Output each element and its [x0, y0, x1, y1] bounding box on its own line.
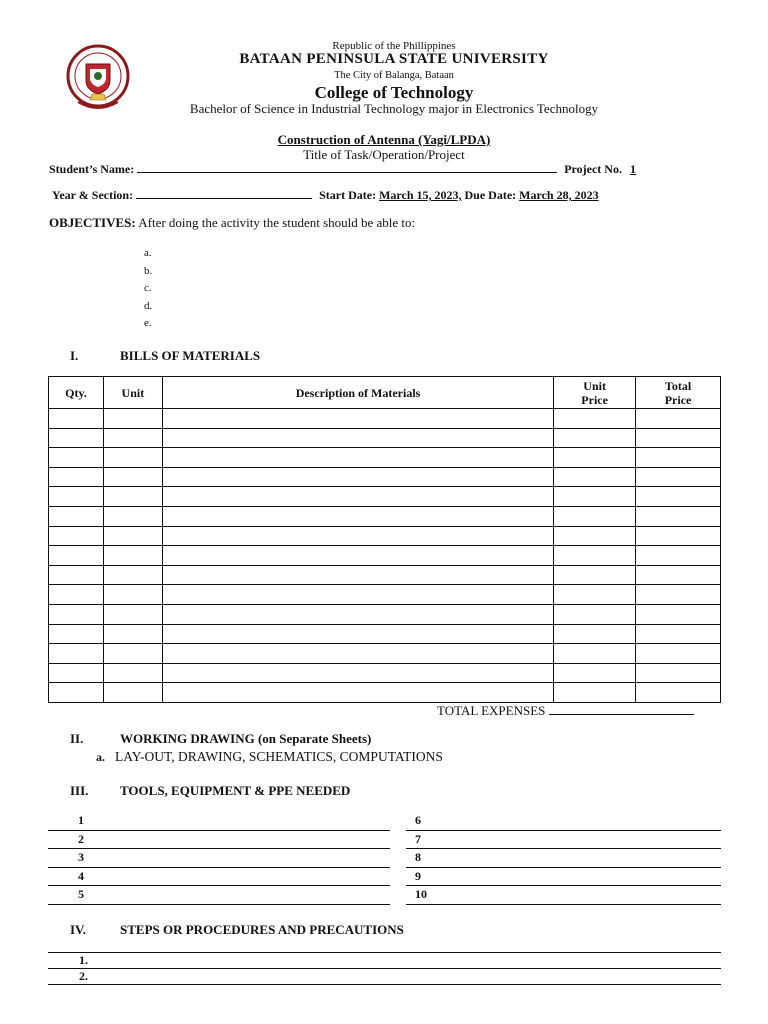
total-price-cell[interactable]	[636, 448, 721, 468]
section-title: BILLS OF MATERIALS	[120, 348, 261, 363]
total-price-cell[interactable]	[636, 644, 721, 664]
unit-price-cell[interactable]	[554, 683, 636, 703]
total-price-cell[interactable]	[636, 546, 721, 566]
description-cell[interactable]	[162, 506, 553, 526]
republic-text: Republic of the Phillippines	[332, 40, 456, 52]
unit-price-cell[interactable]	[554, 585, 636, 605]
tool-line[interactable]: 9	[406, 868, 721, 887]
unit-price-cell[interactable]	[554, 409, 636, 429]
unit-cell[interactable]	[103, 565, 162, 585]
section-number: I.	[70, 348, 79, 363]
section-title: WORKING DRAWING (on Separate Sheets)	[120, 731, 372, 746]
col-unit-price-header: Unit Price	[554, 377, 636, 409]
objective-item[interactable]: b.	[144, 264, 153, 277]
description-cell[interactable]	[162, 448, 553, 468]
tool-line[interactable]: 4	[48, 868, 390, 887]
unit-cell[interactable]	[103, 428, 162, 448]
qty-cell[interactable]	[49, 409, 104, 429]
unit-price-cell[interactable]	[554, 506, 636, 526]
description-cell[interactable]	[162, 467, 553, 487]
table-row	[49, 546, 721, 566]
tool-line[interactable]: 10	[406, 886, 721, 905]
unit-cell[interactable]	[103, 604, 162, 624]
unit-cell[interactable]	[103, 409, 162, 429]
table-row	[49, 409, 721, 429]
student-name-label: Student’s Name:	[49, 162, 135, 176]
unit-cell[interactable]	[103, 546, 162, 566]
section-title: TOOLS, EQUIPMENT & PPE NEEDED	[120, 783, 351, 798]
step-line[interactable]: 2.	[48, 969, 721, 985]
tool-line[interactable]: 5	[48, 886, 390, 905]
bom-table-body	[49, 409, 721, 703]
table-row	[49, 585, 721, 605]
objectives-line	[49, 215, 415, 231]
table-row	[49, 467, 721, 487]
unit-price-cell[interactable]	[554, 467, 636, 487]
unit-price-cell[interactable]	[554, 448, 636, 468]
objectives-list	[144, 245, 152, 333]
table-row	[49, 624, 721, 644]
tool-line[interactable]: 3	[48, 849, 390, 868]
start-date-label: Start Date:	[319, 188, 377, 202]
unit-cell[interactable]	[103, 663, 162, 683]
description-cell[interactable]	[162, 663, 553, 683]
unit-price-cell[interactable]	[554, 644, 636, 664]
col-qty-header: Qty.	[49, 377, 104, 409]
total-price-cell[interactable]	[636, 624, 721, 644]
table-row	[49, 644, 721, 664]
description-cell[interactable]	[162, 428, 553, 448]
table-header-row	[49, 377, 721, 409]
unit-cell[interactable]	[103, 506, 162, 526]
table-row	[49, 663, 721, 683]
description-cell[interactable]	[162, 585, 553, 605]
section-steps-procedures	[70, 922, 404, 938]
description-cell[interactable]	[162, 604, 553, 624]
unit-cell[interactable]	[103, 448, 162, 468]
table-row	[49, 428, 721, 448]
year-section-label: Year & Section:	[52, 188, 134, 202]
unit-cell[interactable]	[103, 487, 162, 507]
unit-price-cell[interactable]	[554, 624, 636, 644]
col-description-header: Description of Materials	[162, 377, 553, 409]
tool-line[interactable]: 8	[406, 849, 721, 868]
due-date-label: Due Date:	[464, 188, 517, 202]
tool-line[interactable]: 6	[406, 812, 721, 831]
tools-list-right	[406, 812, 721, 905]
table-row	[49, 448, 721, 468]
total-price-cell[interactable]	[636, 506, 721, 526]
total-expenses-field[interactable]	[549, 703, 694, 715]
unit-cell[interactable]	[103, 624, 162, 644]
unit-price-cell[interactable]	[554, 663, 636, 683]
degree-program: Bachelor of Science in Industrial Technology major in Electronics Technology	[189, 101, 599, 116]
due-date-value[interactable]: March 28, 2023	[519, 188, 599, 202]
qty-cell[interactable]	[49, 624, 104, 644]
tools-list-left	[48, 812, 390, 905]
bill-of-materials-table	[48, 376, 721, 703]
description-cell[interactable]	[162, 565, 553, 585]
qty-cell[interactable]	[49, 448, 104, 468]
year-section-row	[52, 188, 599, 203]
total-expenses-line	[437, 703, 694, 719]
total-price-cell[interactable]	[636, 487, 721, 507]
qty-cell[interactable]	[49, 487, 104, 507]
item-text: LAY-OUT, DRAWING, SCHEMATICS, COMPUTATIONS	[115, 749, 443, 764]
qty-cell[interactable]	[49, 526, 104, 546]
project-no-label: Project No.	[564, 162, 622, 176]
total-price-cell[interactable]	[636, 428, 721, 448]
university-name: BATAAN PENINSULA STATE UNIVERSITY	[239, 51, 549, 67]
item-letter: a.	[96, 750, 105, 764]
description-cell[interactable]	[162, 526, 553, 546]
table-row	[49, 565, 721, 585]
qty-cell[interactable]	[49, 428, 104, 448]
section-tools-equipment	[70, 783, 350, 799]
objective-item[interactable]: e.	[144, 317, 152, 329]
qty-cell[interactable]	[49, 604, 104, 624]
qty-cell[interactable]	[49, 565, 104, 585]
student-name-field[interactable]	[137, 162, 557, 173]
project-no-value[interactable]: 1	[629, 162, 636, 176]
total-price-cell[interactable]	[636, 604, 721, 624]
total-price-cell[interactable]	[636, 663, 721, 683]
table-row	[49, 487, 721, 507]
section-title: STEPS OR PROCEDURES AND PRECAUTIONS	[120, 922, 404, 937]
description-cell[interactable]	[162, 546, 553, 566]
unit-price-cell[interactable]	[554, 546, 636, 566]
qty-cell[interactable]	[49, 663, 104, 683]
table-row	[49, 683, 721, 703]
tool-line[interactable]: 2	[48, 831, 390, 850]
total-price-cell[interactable]	[636, 467, 721, 487]
college-name: College of Technology	[314, 83, 474, 102]
qty-cell[interactable]	[49, 546, 104, 566]
table-row	[49, 506, 721, 526]
section-number: III.	[70, 783, 89, 798]
col-unit-header: Unit	[103, 377, 162, 409]
description-cell[interactable]	[162, 624, 553, 644]
unit-cell[interactable]	[103, 467, 162, 487]
objectives-text: After doing the activity the student should be able to:	[138, 215, 416, 230]
objective-item[interactable]: c.	[144, 282, 152, 294]
total-price-cell[interactable]	[636, 585, 721, 605]
task-title: Construction of Antenna (Yagi/LPDA)	[277, 132, 491, 147]
step-line[interactable]: 1.	[48, 953, 721, 969]
table-row	[49, 526, 721, 546]
start-date-value[interactable]: March 15, 2023,	[379, 188, 462, 202]
total-expenses-label: TOTAL EXPENSES	[437, 703, 546, 718]
description-cell[interactable]	[162, 409, 553, 429]
total-price-cell[interactable]	[636, 683, 721, 703]
working-drawing-item	[96, 749, 443, 765]
description-cell[interactable]	[162, 644, 553, 664]
qty-cell[interactable]	[49, 506, 104, 526]
section-working-drawing	[70, 731, 371, 747]
student-name-row	[49, 162, 642, 177]
col-total-price-header: Total Price	[636, 377, 721, 409]
total-price-cell[interactable]	[636, 409, 721, 429]
steps-list	[48, 952, 721, 985]
section-number: IV.	[70, 922, 87, 937]
unit-cell[interactable]	[103, 585, 162, 605]
section-number: II.	[70, 731, 84, 746]
year-section-field[interactable]	[136, 188, 312, 199]
objective-item[interactable]: d.	[144, 299, 153, 312]
qty-cell[interactable]	[49, 683, 104, 703]
qty-cell[interactable]	[49, 467, 104, 487]
unit-cell[interactable]	[103, 526, 162, 546]
unit-price-cell[interactable]	[554, 526, 636, 546]
objective-item[interactable]: a.	[144, 247, 152, 259]
table-row	[49, 604, 721, 624]
unit-price-cell[interactable]	[554, 428, 636, 448]
qty-cell[interactable]	[49, 585, 104, 605]
qty-cell[interactable]	[49, 644, 104, 664]
unit-cell[interactable]	[103, 683, 162, 703]
tool-line[interactable]: 1	[48, 812, 390, 831]
unit-price-cell[interactable]	[554, 487, 636, 507]
total-price-cell[interactable]	[636, 565, 721, 585]
objectives-label: OBJECTIVES:	[49, 215, 136, 230]
task-subtitle: Title of Task/Operation/Project	[303, 147, 465, 162]
total-price-cell[interactable]	[636, 526, 721, 546]
unit-price-cell[interactable]	[554, 604, 636, 624]
city-text: The City of Balanga, Bataan	[334, 70, 454, 81]
section-bills-of-materials	[70, 348, 260, 364]
unit-price-cell[interactable]	[554, 565, 636, 585]
description-cell[interactable]	[162, 683, 553, 703]
description-cell[interactable]	[162, 487, 553, 507]
tool-line[interactable]: 7	[406, 831, 721, 850]
unit-cell[interactable]	[103, 644, 162, 664]
